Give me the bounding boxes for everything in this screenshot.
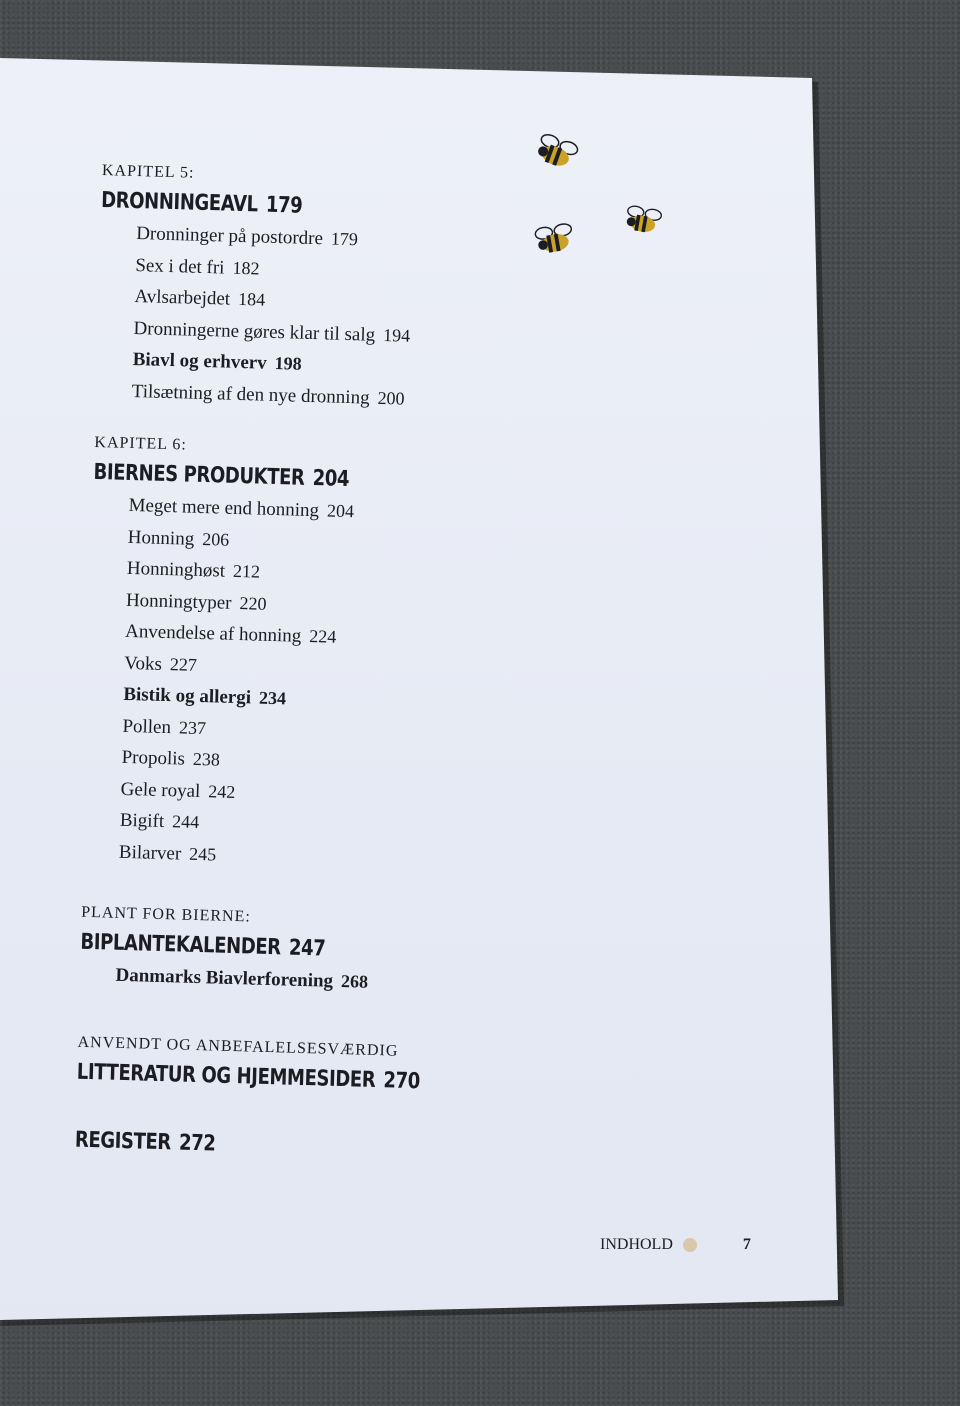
entry-text: Propolis xyxy=(121,746,186,770)
chapter-heading xyxy=(101,188,358,220)
entry-text: Gele royal xyxy=(120,778,201,802)
chapter-kicker: KAPITEL 5: xyxy=(101,162,195,182)
chapter-5 xyxy=(95,162,414,415)
entry-page: 198 xyxy=(274,352,302,374)
chapter-biplantekalender xyxy=(79,904,380,999)
chapter-heading xyxy=(76,1060,420,1095)
entry-text: Sex i det fri xyxy=(135,254,225,279)
entry-page: 200 xyxy=(377,387,405,409)
chapter-register xyxy=(74,1128,246,1162)
chapter-kicker: ANVENDT OG ANBEFALELSESVÆRDIG xyxy=(77,1033,399,1060)
chapter-title: BIERNES PRODUKTER xyxy=(93,459,305,491)
entry-text: Honningtyper xyxy=(125,589,232,614)
entry-page: 182 xyxy=(232,257,260,278)
bee-icon xyxy=(528,130,584,178)
entry-page: 227 xyxy=(169,653,198,675)
entry-page: 220 xyxy=(239,592,267,614)
entry-text: Bilarver xyxy=(118,841,182,865)
entry-text: Danmarks Biavlerforening xyxy=(115,964,334,992)
entry-text: Dronninger på postordre xyxy=(135,223,324,250)
chapter-title: LITTERATUR OG HJEMMESIDER xyxy=(76,1059,376,1094)
entry-list xyxy=(119,490,405,876)
toc-entry xyxy=(131,375,408,414)
chapter-page: 270 xyxy=(383,1068,421,1095)
chapter-title: BIPLANTEKALENDER xyxy=(80,929,282,961)
entry-page: 268 xyxy=(340,971,369,992)
entry-text: Honninghøst xyxy=(126,557,226,582)
entry-page: 245 xyxy=(188,843,217,865)
entry-text: Honning xyxy=(127,526,195,550)
entry-page: 224 xyxy=(309,626,337,647)
bee-icon xyxy=(528,218,582,264)
entry-text: Voks xyxy=(123,652,163,675)
entry-list xyxy=(115,960,379,999)
footer-dot-icon xyxy=(683,1238,697,1252)
entry-page: 237 xyxy=(178,716,207,738)
entry-page: 234 xyxy=(258,687,287,709)
bee-icon xyxy=(618,200,668,244)
entry-text: Pollen xyxy=(122,715,172,738)
chapter-heading xyxy=(93,460,349,492)
page-number: 7 xyxy=(742,1236,751,1253)
entry-page: 242 xyxy=(208,780,236,802)
toc-entry xyxy=(119,836,396,875)
footer-section: INDHOLD xyxy=(600,1236,673,1253)
entry-page: 184 xyxy=(237,288,266,310)
entry-list xyxy=(131,218,413,415)
entry-text: Biavl og erhverv xyxy=(132,348,267,374)
entry-text: Bigift xyxy=(119,809,165,833)
entry-page: 212 xyxy=(232,560,261,582)
chapter-page: 179 xyxy=(265,192,303,219)
chapter-heading xyxy=(80,930,326,962)
chapter-6 xyxy=(83,434,407,876)
chapter-litteratur xyxy=(76,1034,496,1101)
chapter-page: 204 xyxy=(312,466,350,493)
entry-page: 179 xyxy=(330,228,359,250)
entry-text: Avlsarbejdet xyxy=(134,286,231,310)
entry-page: 206 xyxy=(201,528,230,550)
entry-text: Bistik og allergi xyxy=(123,683,252,709)
chapter-kicker: KAPITEL 6: xyxy=(94,433,188,454)
page-footer xyxy=(600,1236,751,1254)
chapter-page: 247 xyxy=(288,935,326,962)
chapter-heading xyxy=(75,1128,216,1157)
toc-entry-bold xyxy=(115,960,379,999)
entry-page: 194 xyxy=(382,324,411,346)
entry-text: Tilsætning af den nye dronning xyxy=(131,380,370,409)
chapter-kicker: PLANT FOR BIERNE: xyxy=(81,903,252,926)
entry-page: 238 xyxy=(192,748,221,770)
entry-page: 244 xyxy=(171,811,200,833)
chapter-title: DRONNINGEAVL xyxy=(100,188,259,218)
entry-text: Dronningerne gøres klar til salg xyxy=(133,317,376,346)
entry-text: Meget mere end honning xyxy=(128,494,320,522)
entry-text: Anvendelse af honning xyxy=(124,620,302,647)
chapter-title: REGISTER xyxy=(74,1127,172,1156)
chapter-page: 272 xyxy=(178,1130,216,1157)
entry-page: 204 xyxy=(326,500,355,522)
